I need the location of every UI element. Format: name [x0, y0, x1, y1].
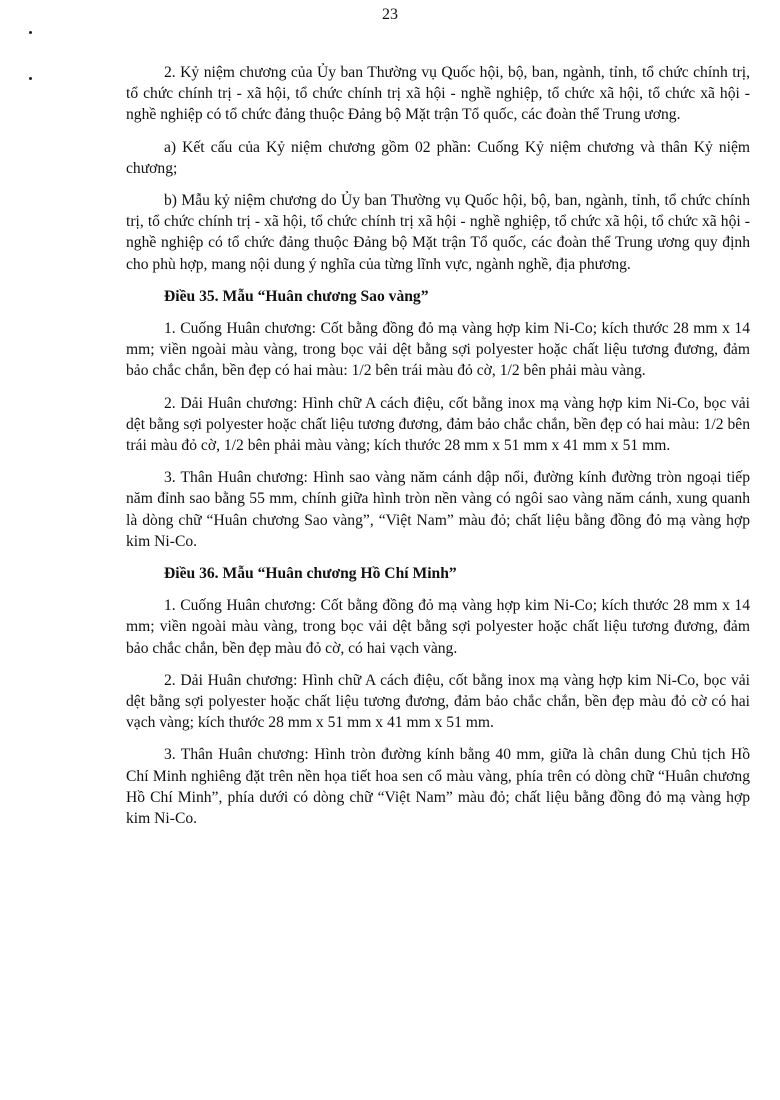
- paragraph: a) Kết cấu của Kỷ niệm chương gồm 02 phần: Cuống Kỷ niệm chương và thân Kỷ niệm chương;: [126, 138, 750, 177]
- paragraph: b) Mẫu kỷ niệm chương do Ủy ban Thường vụ Quốc hội, bộ, ban, ngành, tỉnh, tổ chức chính trị, tổ chức chính trị - xã hội, tổ chức chính trị xã hội - nghề nghiệp, tổ chức xã hội, tổ chức xã hội - nghề nghiệp có tổ chức đảng thuộc Đảng bộ Mặt trận Tổ quốc, các đoàn thể Trung ương quy định cho phù hợp, mang nội dung ý nghĩa của từng lĩnh vực, ngành nghề, địa phương.: [126, 192, 750, 273]
- paragraph: 2. Dải Huân chương: Hình chữ A cách điệu, cốt bằng inox mạ vàng hợp kim Ni-Co, bọc vải dệt bằng sợi polyester hoặc chất liệu tương đương, đảm bảo chắc chắn, bền đẹp màu đỏ cờ có hai vạch vàng; kích thước 28 mm x 51 mm x 41 mm x 51 mm.: [126, 671, 750, 732]
- paragraph: 2. Dải Huân chương: Hình chữ A cách điệu, cốt bằng inox mạ vàng hợp kim Ni-Co, bọc vải dệt bằng sợi polyester hoặc chất liệu tương đương, đảm bảo chắc chắn, bền đẹp có hai màu: 1/2 bên trái màu đỏ cờ, 1/2 bên phải màu vàng; kích thước 28 mm x 51 mm x 41 mm x 51 mm.: [126, 394, 750, 455]
- paragraph: 2. Kỷ niệm chương của Ủy ban Thường vụ Quốc hội, bộ, ban, ngành, tỉnh, tổ chức chính trị, tổ chức chính trị - xã hội, tổ chức chính trị xã hội - nghề nghiệp, tổ chức xã hội, tổ chức xã hội - nghề nghiệp có tổ chức đảng thuộc Đảng bộ Mặt trận Tổ quốc, các đoàn thể Trung ương.: [126, 64, 750, 124]
- paragraph: 1. Cuống Huân chương: Cốt bằng đồng đỏ mạ vàng hợp kim Ni-Co; kích thước 28 mm x 14 mm; viền ngoài màu vàng, trong bọc vải dệt bằng sợi polyester hoặc chất liệu tương đương, đảm bảo chắc chắn, bền đẹp có hai màu: 1/2 bên trái màu đỏ cờ, 1/2 bên phải màu vàng.: [126, 320, 750, 380]
- paragraph: 1. Cuống Huân chương: Cốt bằng đồng đỏ mạ vàng hợp kim Ni-Co; kích thước 28 mm x 14 mm; viền ngoài màu vàng, trong bọc vải dệt bằng sợi polyester hoặc chất liệu tương đương, đảm bảo chắc chắn, bền đẹp màu đỏ cờ, có hai vạch vàng.: [126, 597, 750, 657]
- paragraph: 3. Thân Huân chương: Hình tròn đường kính bằng 40 mm, giữa là chân dung Chủ tịch Hồ Chí Minh nghiêng đặt trên nền họa tiết hoa sen cổ màu vàng, phía trên có dòng chữ “Huân chương Hồ Chí Minh”, phía dưới có dòng chữ “Việt Nam” màu đỏ; chất liệu bằng đồng đỏ mạ vàng hợp kim Ni-Co.: [126, 746, 750, 828]
- page-number: 23: [382, 6, 398, 23]
- document-body: [126, 62, 750, 840]
- scan-dot: [29, 31, 32, 34]
- article-heading: Điều 35. Mẫu “Huân chương Sao vàng”: [164, 287, 429, 305]
- scan-dot: [29, 77, 32, 80]
- article-heading: Điều 36. Mẫu “Huân chương Hồ Chí Minh”: [164, 565, 457, 583]
- paragraph: 3. Thân Huân chương: Hình sao vàng năm cánh dập nổi, đường kính đường tròn ngoại tiếp năm đỉnh sao bằng 55 mm, chính giữa hình tròn nền vàng có ngôi sao vàng năm cánh, xung quanh là dòng chữ “Huân chương Sao vàng”, “Việt Nam” màu đỏ; chất liệu bằng đồng đỏ mạ vàng hợp kim Ni-Co.: [126, 469, 750, 550]
